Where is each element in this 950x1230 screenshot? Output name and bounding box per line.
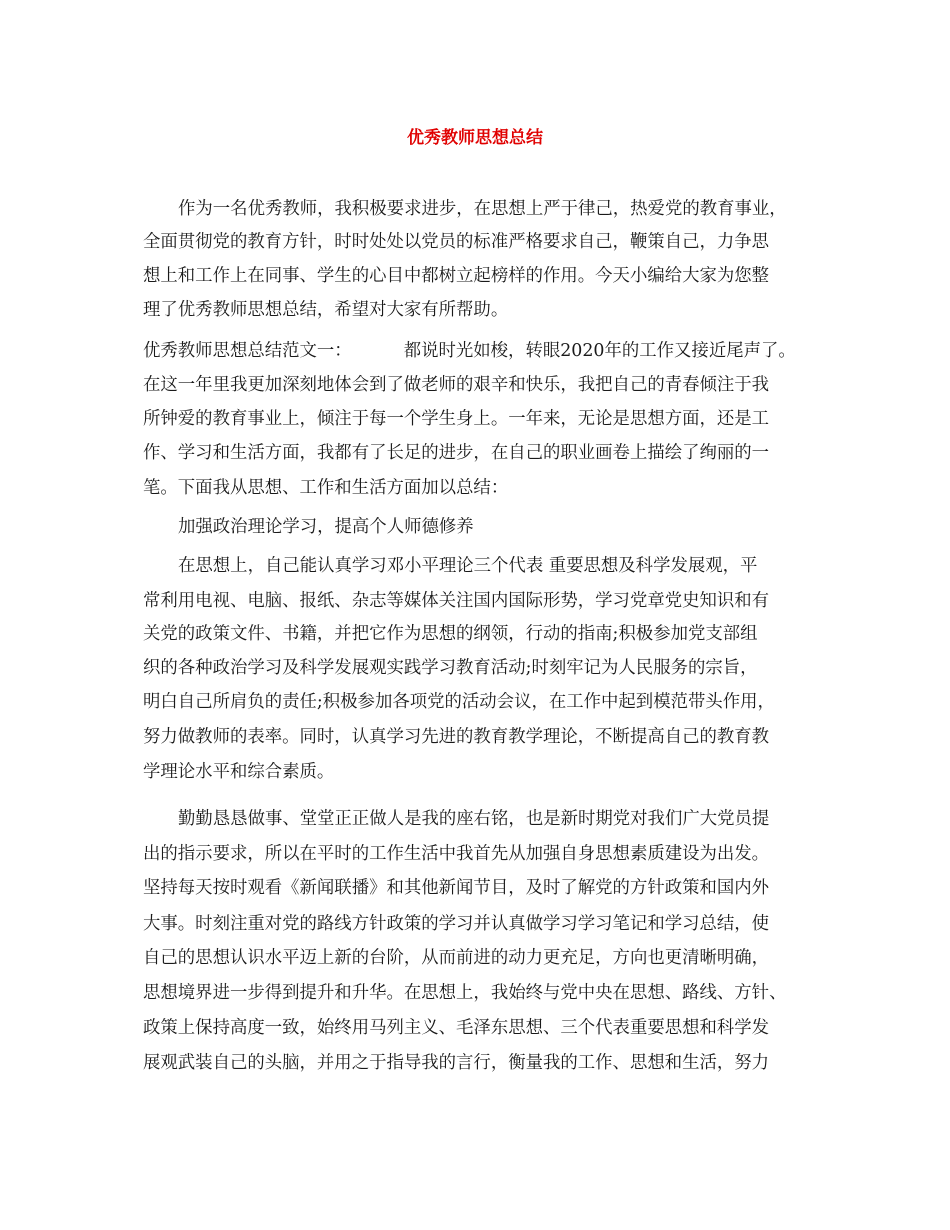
paragraph-line: 笔。下面我从思想、工作和生活方面加以总结： (143, 478, 509, 498)
paragraph-line: 常利用电视、电脑、报纸、杂志等媒体关注国内国际形势，学习党章党史知识和有 (143, 591, 770, 611)
paragraph-line: 坚持每天按时观看《新闻联播》和其他新闻节目，及时了解党的方针政策和国内外 (143, 878, 770, 898)
paragraph-text: 都说时光如梭，转眼2020年的工作又接近尾声了。 (403, 341, 796, 361)
paragraph-line: 关党的政策文件、书籍，并把它作为思想的纲领，行动的指南;积极参加党支部组 (143, 624, 758, 644)
paragraph-line: 出的指示要求，所以在平时的工作生活中我首先从加强自身思想素质建设为出发。 (143, 844, 770, 864)
paragraph-line: 作为一名优秀教师，我积极要求进步，在思想上严于律己，热爱党的教育事业， (178, 199, 787, 219)
section-heading: 优秀教师思想总结范文一： (143, 341, 352, 361)
paragraph-line: 理了优秀教师思想总结，希望对大家有所帮助。 (143, 300, 509, 320)
paragraph-line: 明白自己所肩负的责任;积极参加各项党的活动会议，在工作中起到模范带头作用， (143, 692, 775, 712)
paragraph-line: 全面贯彻党的教育方针，时时处处以党员的标准严格要求自己，鞭策自己，力争思 (143, 232, 770, 252)
paragraph-line: 展观武装自己的头脑，并用之于指导我的言行，衡量我的工作、思想和生活，努力 (143, 1053, 770, 1073)
paragraph-line: 所钟爱的教育事业上，倾注于每一个学生身上。一年来，无论是思想方面，还是工 (143, 409, 770, 429)
paragraph-line: 自己的思想认识水平迈上新的台阶，从而前进的动力更充足，方向也更清晰明确， (143, 948, 770, 968)
paragraph-line: 想上和工作上在同事、学生的心目中都树立起榜样的作用。今天小编给大家为您整 (143, 266, 770, 286)
paragraph-line: 大事。时刻注重对党的路线方针政策的学习并认真做学习学习笔记和学习总结，使 (143, 914, 770, 934)
paragraph-line (143, 339, 796, 363)
paragraph-line: 勤勤恳恳做事、堂堂正正做人是我的座右铭，也是新时期党对我们广大党员提 (178, 809, 770, 829)
document-title: 优秀教师思想总结 (407, 128, 543, 148)
paragraph-line: 思想境界进一步得到提升和升华。在思想上，我始终与党中央在思想、路线、方针、 (143, 983, 787, 1003)
paragraph-line: 在思想上，自己能认真学习邓小平理论三个代表 重要思想及科学发展观，平 (178, 556, 758, 576)
paragraph-line: 在这一年里我更加深刻地体会到了做老师的艰辛和快乐，我把自己的青春倾注于我 (143, 375, 770, 395)
paragraph-line: 政策上保持高度一致，始终用马列主义、毛泽东思想、三个代表重要思想和科学发 (143, 1018, 770, 1038)
paragraph-line: 作、学习和生活方面，我都有了长足的进步，在自己的职业画卷上描绘了绚丽的一 (143, 443, 770, 463)
paragraph-line: 学理论水平和综合素质。 (143, 762, 335, 782)
paragraph-line: 织的各种政治学习及科学发展观实践学习教育活动;时刻牢记为人民服务的宗旨， (143, 658, 758, 678)
section-subheading: 加强政治理论学习，提高个人师德修养 (178, 517, 474, 537)
paragraph-line: 努力做教师的表率。同时，认真学习先进的教育教学理论，不断提高自己的教育教 (143, 727, 770, 747)
